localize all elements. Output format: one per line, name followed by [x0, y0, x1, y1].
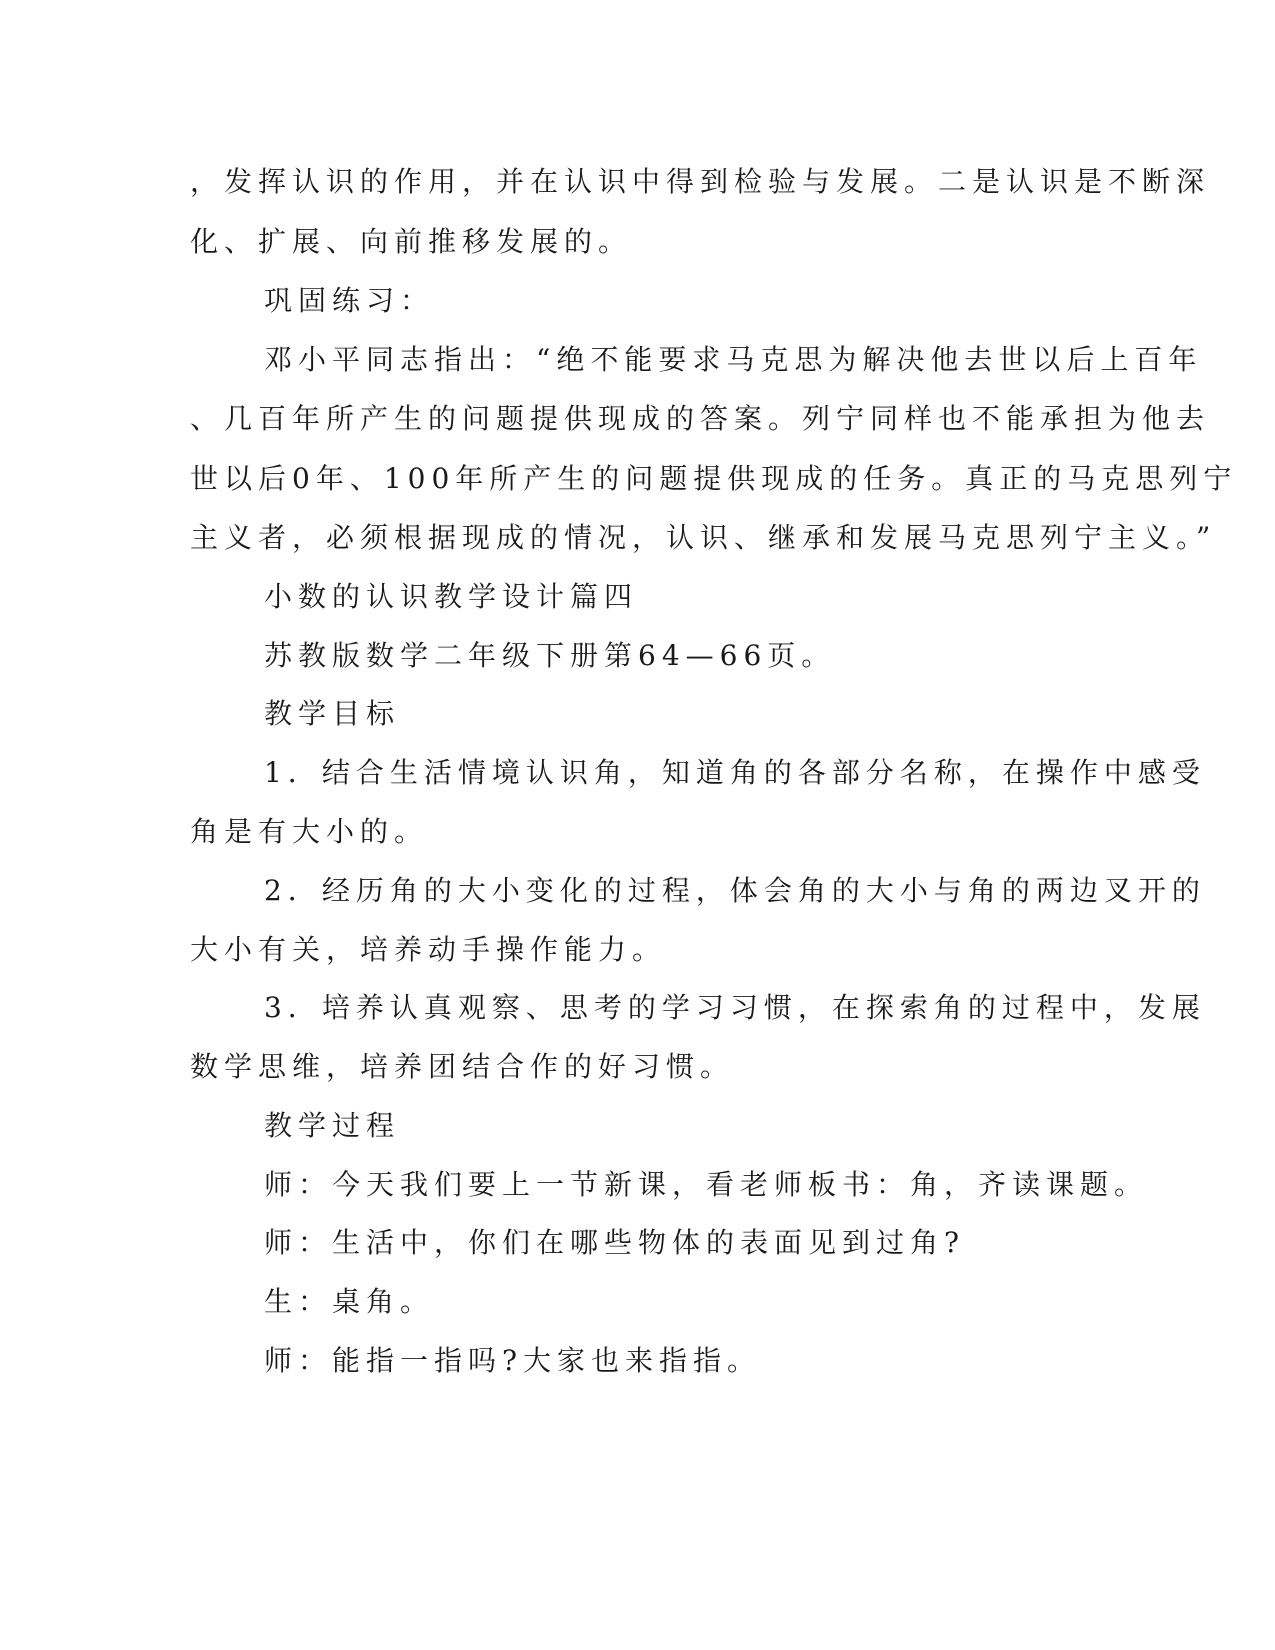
- dialogue-line-3: 生：桌角。: [264, 1285, 435, 1318]
- quote-line-4: 主义者，必须根据现成的情况，认识、继承和发展马克思列宁主义。”: [190, 521, 1217, 554]
- textbook-reference: 苏教版数学二年级下册第64—66页。: [264, 639, 836, 672]
- goal-2-line-1: 2．经历角的大小变化的过程，体会角的大小与角的两边叉开的: [264, 874, 1206, 907]
- quote-line-1: 邓小平同志指出：“绝不能要求马克思为解决他去世以后上百年: [264, 343, 1203, 376]
- text-line-1: ，发挥认识的作用，并在认识中得到检验与发展。二是认识是不断深: [190, 165, 1211, 198]
- section-label-practice: 巩固练习：: [264, 284, 435, 317]
- goal-1-line-1: 1．结合生活情境认识角，知道角的各部分名称，在操作中感受: [264, 756, 1206, 789]
- goal-1-line-2: 角是有大小的。: [190, 815, 429, 848]
- dialogue-line-4: 师：能指一指吗?大家也来指指。: [264, 1344, 762, 1377]
- goal-3-line-2: 数学思维，培养团结合作的好习惯。: [190, 1050, 735, 1083]
- goal-3-line-1: 3．培养认真观察、思考的学习习惯，在探索角的过程中，发展: [264, 991, 1206, 1024]
- dialogue-line-2: 师：生活中，你们在哪些物体的表面见到过角?: [264, 1226, 966, 1259]
- quote-line-3: 世以后0年、100年所产生的问题提供现成的任务。真正的马克思列宁: [190, 462, 1238, 495]
- quote-line-2: 、几百年所产生的问题提供现成的答案。列宁同样也不能承担为他去: [190, 402, 1211, 435]
- goal-2-line-2: 大小有关，培养动手操作能力。: [190, 933, 667, 966]
- heading-teaching-goals: 教学目标: [264, 697, 401, 730]
- dialogue-line-1: 师：今天我们要上一节新课，看老师板书：角，齐读课题。: [264, 1168, 1149, 1201]
- chapter-heading: 小数的认识教学设计篇四: [264, 580, 639, 613]
- text-line-2: 化、扩展、向前推移发展的。: [190, 225, 633, 258]
- heading-teaching-process: 教学过程: [264, 1109, 401, 1142]
